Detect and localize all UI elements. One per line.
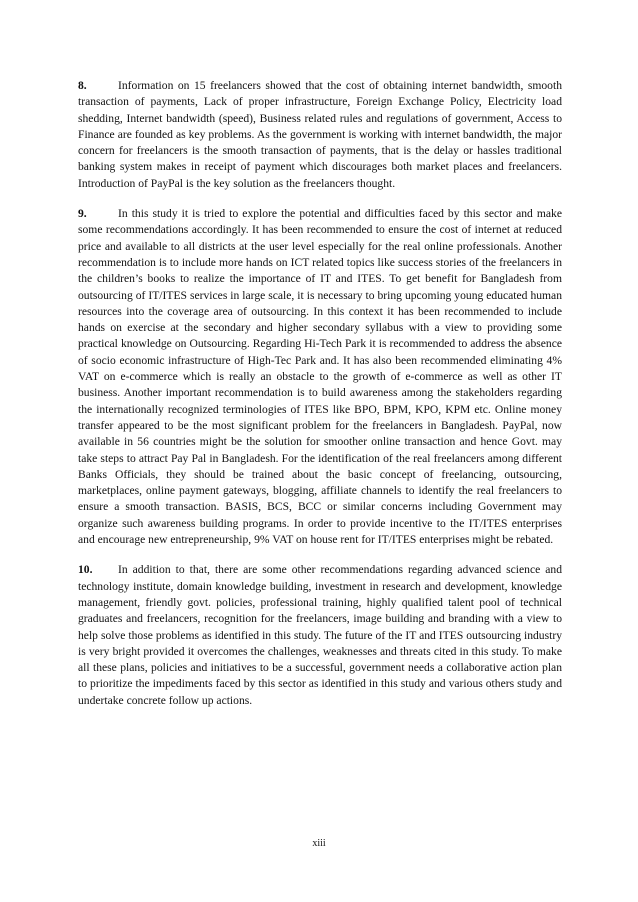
page-number: xiii [312,838,326,849]
paragraph-number: 8. [78,79,87,92]
paragraph-number: 9. [78,207,87,221]
paragraph-10 [78,562,562,709]
paragraph-text: Information on 15 freelancers showed that the cost of obtaining internet bandwidth, smooth transaction of payments, Lack of proper infrastructure, Foreign Exchange Policy, Electricity load shedding, Internet bandwidth (speed), Business related rules and regulations of government, Access to Finance are founded as key problems. As the government is working with internet bandwidth, the major concern for freelancers is the smooth transaction of payments, that is the delay or hassles traditional banking system makes in receipt of payment which discourages both market places and freelancers. Introduction of PayPal is the key solution as the freelancers thought. [78,79,562,190]
document-body [78,78,562,723]
paragraph-8 [78,78,562,192]
paragraph-number: 10. [78,563,93,577]
paragraph-text: In addition to that, there are some other recommendations regarding advanced science and technology institute, domain knowledge building, investment in research and development, knowledge management, friendly govt. policies, professional training, highly qualified talent pool of technical graduates and freelancers, recognition for the freelancers, image building and branding with a view to help solve those problems as identified in this study. The future of the IT and ITES outsourcing industry is very bright provided it overcomes the challenges, weaknesses and threats cited in this study. To make all these plans, policies and initiatives to be a successful, government needs a collaborative action plan to prioritize the impediments faced by this sector as identified in this study and various others study and undertake concrete follow up actions. [78,563,562,707]
paragraph-9 [78,206,562,548]
paragraph-text: In this study it is tried to explore the potential and difficulties faced by this sector and make some recommendations accordingly. It has been recommended to ensure the cost of internet at reduced price and available to all districts at the user level especially for the real online professionals. Another recommendation is to include more hands on ICT related topics like success stories of the freelancers in the children’s books to realize the importance of IT and ITES. To get benefit for Bangladesh from outsourcing of IT/ITES services in large scale, it is necessary to bring upcoming young educated human resources into the coverage area of outsourcing. In this context it has been recommended to include hands on exercise at the secondary and higher secondary syllabus with a view to providing some practical knowledge on Outsourcing. Regarding Hi-Tech Park it is recommended to address the absence of socio economic infrastructure of High-Tec Park and. It has also been recommended eliminating 4% VAT on e-commerce which is really an obstacle to the growth of e-commerce as well as other IT business. Another important recommendation is to build awareness among the stakeholders regarding the internationally recognized terminologies of ITES like BPO, BPM, KPO, KPM etc. Online money transfer appeared to be the most significant problem for the freelancers in Bangladesh. PayPal, now available in 56 countries might be the solution for smoother online transaction and hence Govt. may take steps to attract Pay Pal in Bangladesh. For the identification of the real freelancers among different Banks Officials, they should be trained about the basic concept of freelancing, outsourcing, marketplaces, online payment gateways, blogging, affiliate channels to identify the real freelancers to ensure a smooth transaction. BASIS, BCS, BCC or similar concerns including Government may organize such awareness building programs. In order to provide incentive to the IT/ITES enterprises and encourage new entrepreneurship, 9% VAT on house rent for IT/ITES enterprises might be rebated. [78,207,562,547]
